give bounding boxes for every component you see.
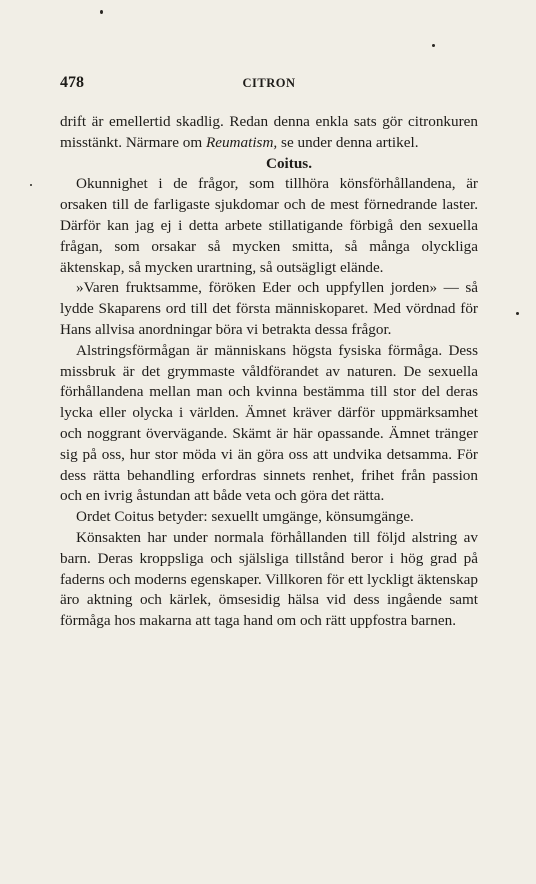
section-title: Coitus. [266, 154, 312, 172]
paragraph: Alstringsförmågan är människans högsta fysiska förmåga. Dess missbruk är det grymmaste våldförandet av naturen. De sexuella förhållandena mellan man och kvinna bestämma till stor del deras lycka eller olycka i världen. Ämnet kräver därför uppmärksamhet och noggrant övervägande. Skämt är här opassande. Ämnet tränger sig på oss, hur stor möda vi än göra oss att undvika detsamma. För dess rätta behandling erfordras sinnets renhet, frihet från passion och en ivrig åstundan att både veta och göra det rätta. [60, 341, 478, 505]
intro-text: drift är emellertid skadlig. Redan denna enkla sats gör citronkuren misstänkt. Närmare om [60, 113, 478, 151]
running-title: CITRON [242, 76, 296, 90]
intro-paragraph [60, 112, 478, 154]
paragraph: Könsakten har under normala förhållanden till följd alstring av barn. Deras kroppsliga och själsliga tillstånd beror i hög grad på faderns och moderns egenskaper. Villkoren för ett lyckligt äktenskap äro aktning och kärlek, ömsesidig hälsa vid dess ingående samt förmåga hos makarna att taga hand om och rätt uppfostra barnen. [60, 528, 478, 630]
paragraph: »Varen fruktsamme, föröken Eder och uppfyllen jorden» — så lydde Skaparens ord till det första människoparet. Med vördnad för Hans allvisa anordningar böra vi betrakta dessa frågor. [60, 279, 478, 338]
body-text [60, 112, 478, 632]
italic-cross-reference: Reumatism, [205, 133, 278, 151]
paragraph: Ordet Coitus betyder: sexuellt umgänge, könsumgänge. [76, 508, 414, 526]
print-speck [30, 184, 32, 186]
page-header [60, 74, 478, 96]
page-number: 478 [60, 74, 84, 91]
print-speck [100, 10, 103, 14]
print-speck [432, 44, 435, 47]
paragraph: Okunnighet i de frågor, som tillhöra könsförhållandena, är orsaken till de farligaste sjukdomar och de mest förnedrande laster. Därför kan jag ej i detta arbete stillatigande förbigå den sexuella frågan, som orsakar så mycken smitta, så många olyckliga äktenskap, så mycken urartning, så outsägligt elände. [60, 175, 478, 276]
print-speck [516, 312, 519, 315]
intro-text-end: se under denna artikel. [277, 133, 419, 151]
